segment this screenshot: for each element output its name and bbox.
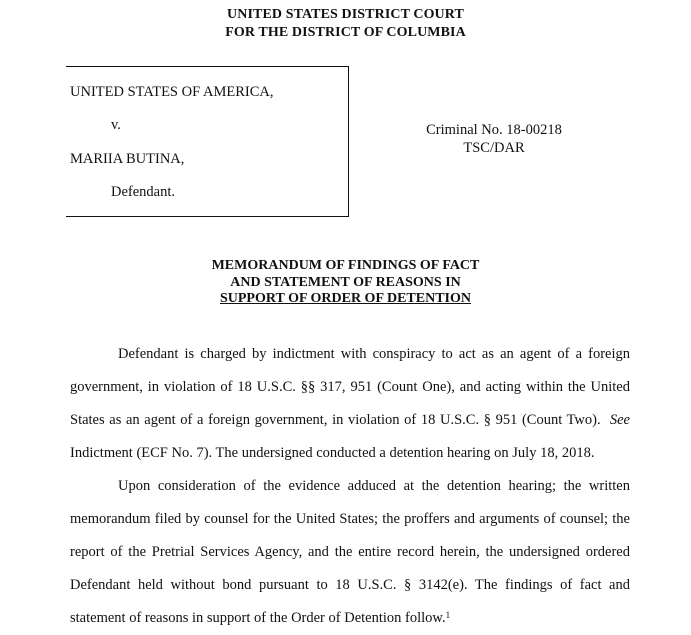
memorandum-title: [0, 258, 691, 308]
caption-versus: v.: [111, 117, 121, 133]
paragraph-1: [70, 338, 630, 470]
caption-defendant-name: MARIIA BUTINA,: [70, 151, 185, 167]
court-name: UNITED STATES DISTRICT COURT: [227, 7, 464, 22]
title-line-2: AND STATEMENT OF REASONS IN: [230, 274, 461, 290]
court-district: FOR THE DISTRICT OF COLUMBIA: [225, 25, 466, 40]
paragraph-2-text: Upon consideration of the evidence adduced at the detention hearing; the written memorandum filed by counsel for the United States; the proffers and arguments of counsel; the report of the Pretrial Services Agency, and the entire record herein, the undersigned ordered Defendant held without bond pursuant to 18 U.S.C. § 3142(e). The findings of fact and statement of reasons in support of the Order of Detention follow.: [70, 478, 630, 626]
title-line-1: MEMORANDUM OF FINDINGS OF FACT: [211, 258, 480, 273]
paragraph-1-text: Defendant is charged by indictment with conspiracy to act as an agent of a foreign government, in violation of 18 U.S.C. §§ 317, 951 (Count One), and acting within the United States as an agent of a foreign government, in violation of 18 U.S.C. § 951 (Count Two).: [70, 346, 630, 428]
memorandum-body: [70, 338, 630, 635]
court-header: [0, 6, 691, 42]
case-number: Criminal No. 18-00218: [426, 122, 562, 138]
title-line-3: SUPPORT OF ORDER OF DETENTION: [219, 291, 471, 306]
caption-plaintiff: UNITED STATES OF AMERICA,: [70, 84, 274, 100]
see-signal: See: [609, 412, 630, 428]
paragraph-2: [70, 470, 630, 635]
footnote-reference[interactable]: 1: [445, 610, 451, 620]
caption-defendant-role: Defendant.: [111, 184, 176, 200]
judge-initials: TSC/DAR: [463, 140, 525, 156]
case-number-block: [404, 121, 584, 157]
paragraph-1-citation: Indictment (ECF No. 7). The undersigned conducted a detention hearing on July 18, 2018.: [70, 445, 595, 461]
